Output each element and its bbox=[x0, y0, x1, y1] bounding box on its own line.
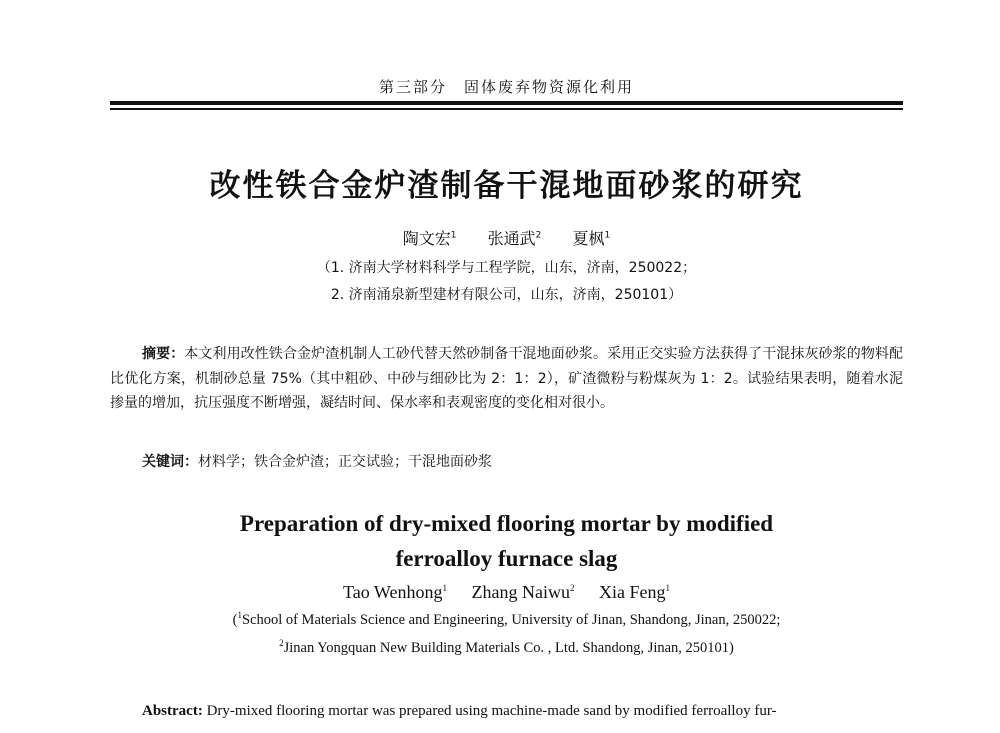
chinese-authors bbox=[110, 226, 903, 249]
chinese-abstract-label: 摘要： bbox=[142, 346, 185, 362]
chinese-keywords bbox=[142, 451, 902, 471]
english-abstract-label: Abstract: bbox=[142, 703, 203, 719]
header-rule-thick bbox=[110, 101, 903, 105]
running-head: 第三部分 固体废弃物资源化利用 bbox=[378, 78, 634, 96]
english-affiliation-2: $^2$Jinan Yongquan New Building Materials Co. , Ltd. Shandong, Jinan, 250101) bbox=[279, 638, 734, 656]
chinese-abstract-text: 本文利用改性铁合金炉渣机制人工砂代替天然砂制备干混地面砂浆。采用正交实验方法获得了干混抹灰砂浆的物料配比优化方案，机制砂总量 75%（其中粗砂、中砂与细砂比为 2：1：2），矿渣微粉与粉煤灰为 1：2。试验结果表明，随着水泥掺量的增加，抗压强度不断增强，凝结时间、保水率和表观密度的变化相对很小。 bbox=[110, 346, 904, 411]
chinese-title: 改性铁合金炉渣制备干混地面砂浆的研究 bbox=[209, 168, 804, 204]
english-author: Xia Feng$^1$ bbox=[598, 582, 670, 602]
english-title-line-2: ferroalloy furnace slag bbox=[395, 546, 618, 571]
english-affiliation-1: ($^1$School of Materials Science and Engineering, University of Jinan, Shandong, Jinan, 250022; bbox=[232, 610, 781, 628]
english-abstract bbox=[142, 698, 902, 724]
chinese-author: 陶文宏$^1$ bbox=[402, 229, 457, 248]
chinese-author: 夏枫$^1$ bbox=[572, 229, 611, 248]
english-author: Tao Wenhong$^1$ bbox=[343, 582, 447, 602]
chinese-keywords-text: 材料学；铁合金炉渣；正交试验；干混地面砂浆 bbox=[198, 454, 492, 470]
chinese-author: 张通武$^2$ bbox=[487, 229, 542, 248]
chinese-keywords-label: 关键词： bbox=[142, 454, 198, 470]
chinese-affiliation-1: （1. 济南大学材料科学与工程学院，山东，济南，250022； bbox=[316, 260, 697, 276]
english-authors bbox=[110, 582, 903, 603]
header-rule-thin bbox=[110, 108, 903, 110]
english-title-line-1: Preparation of dry-mixed flooring mortar by modified bbox=[239, 511, 774, 536]
chinese-abstract bbox=[110, 342, 903, 416]
english-abstract-text: Dry-mixed flooring mortar was prepared using machine-made sand by modified ferroalloy fur- bbox=[206, 703, 777, 719]
chinese-affiliation-2: 2. 济南涌泉新型建材有限公司，山东，济南，250101） bbox=[330, 287, 683, 303]
english-author: Zhang Naiwu$^2$ bbox=[471, 582, 575, 602]
english-title bbox=[110, 506, 903, 576]
